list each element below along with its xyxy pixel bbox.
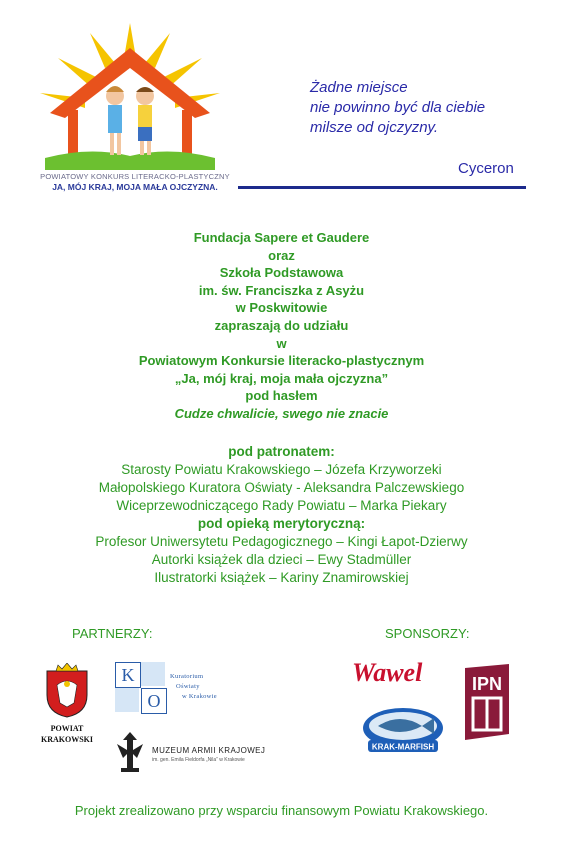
kuratorium-text-line: Kuratorium <box>170 673 204 680</box>
wawel-logo-text: Wawel <box>352 658 423 687</box>
patronage-line: Wiceprzewodniczącego Rady Powiatu – Marka Piekary <box>116 498 447 513</box>
invitation-line: zapraszają do udziału <box>214 317 349 333</box>
patronage-line: Starosty Powiatu Krakowskiego – Józefa Krzyworzeki <box>121 462 442 477</box>
partners-label: PARTNERZY: <box>72 626 153 641</box>
contest-logo <box>30 18 230 193</box>
kuratorium-block <box>115 688 139 712</box>
substantive-heading: pod opieką merytoryczną: <box>197 516 366 531</box>
powiat-crest-logo <box>42 663 92 718</box>
quote-line-2: nie powinno być dla ciebie <box>310 99 486 116</box>
wawel-logo <box>350 655 442 691</box>
invitation-line: Szkoła Podstawowa <box>219 265 344 281</box>
kuratorium-text-line: w Krakowie <box>182 693 217 700</box>
quote-line-1: Żadne miejsce <box>310 79 408 96</box>
logo-caption-top: POWIATOWY KONKURS LITERACKO-PLASTYCZNY <box>40 172 230 181</box>
powiat-label-line1: POWIAT <box>50 724 84 733</box>
ipn-logo <box>461 662 513 742</box>
kuratorium-letter-o: O <box>141 688 167 714</box>
substantive-line: Ilustratorki książek – Kariny Znamirowskiej <box>154 570 409 585</box>
ipn-logo-text: IPN <box>471 674 503 694</box>
logo-caption-bottom: JA, MÓJ KRAJ, MOJA MAŁA OJCZYZNA. <box>52 182 218 192</box>
kuratorium-logo <box>115 662 220 717</box>
divider-rule <box>238 186 526 189</box>
patronage-line: Małopolskiego Kuratora Oświaty - Aleksandra Palczewskiego <box>98 480 465 495</box>
invitation-line: im. św. Franciszka z Asyżu <box>198 282 365 298</box>
powiat-label-line2: KRAKOWSKI <box>40 735 93 744</box>
quote <box>310 78 540 138</box>
kuratorium-block <box>141 662 165 686</box>
invitation-line: oraz <box>268 247 295 263</box>
invitation-slogan: Cudze chwalicie, swego nie znacie <box>174 405 389 421</box>
quote-author: Cyceron <box>458 160 514 177</box>
substantive-line: Profesor Uniwersytetu Pedagogicznego – Kingi Łapot-Dzierwy <box>95 534 468 549</box>
quote-line-3: milsze od ojczyzny. <box>310 119 439 136</box>
invitation-line: Powiatowym Konkursie literacko-plastycznym <box>138 353 425 369</box>
kuratorium-text <box>170 672 217 702</box>
substantive-line: Autorki książek dla dzieci – Ewy Stadmüller <box>151 552 412 567</box>
footer-note: Projekt zrealizowano przy wsparciu finansowym Powiatu Krakowskiego. <box>74 803 489 818</box>
krak-marfish-logo <box>360 706 446 754</box>
kuratorium-text-line: Oświaty <box>176 683 200 690</box>
krak-logo-text: KRAK-MARFISH <box>371 742 435 752</box>
patronage-block <box>0 443 563 587</box>
invitation-line: w <box>276 335 287 351</box>
anchor-emblem-icon <box>115 730 145 778</box>
muzeum-subtitle: im. gen. Emila Fieldorfa „Nila” w Krakowie <box>152 757 245 763</box>
sponsors-label: SPONSORZY: <box>385 626 470 641</box>
invitation-line: w Poskwitowie <box>235 300 328 316</box>
invitation-line: Fundacja Sapere et Gaudere <box>193 230 370 245</box>
invitation-block <box>0 229 563 423</box>
kuratorium-letter-k: K <box>115 662 141 688</box>
invitation-line: „Ja, mój kraj, moja mała ojczyzna” <box>174 370 389 386</box>
muzeum-title: MUZEUM ARMII KRAJOWEJ <box>152 746 266 755</box>
patronage-heading: pod patronatem: <box>228 444 335 459</box>
invitation-line: pod hasłem <box>245 388 318 404</box>
